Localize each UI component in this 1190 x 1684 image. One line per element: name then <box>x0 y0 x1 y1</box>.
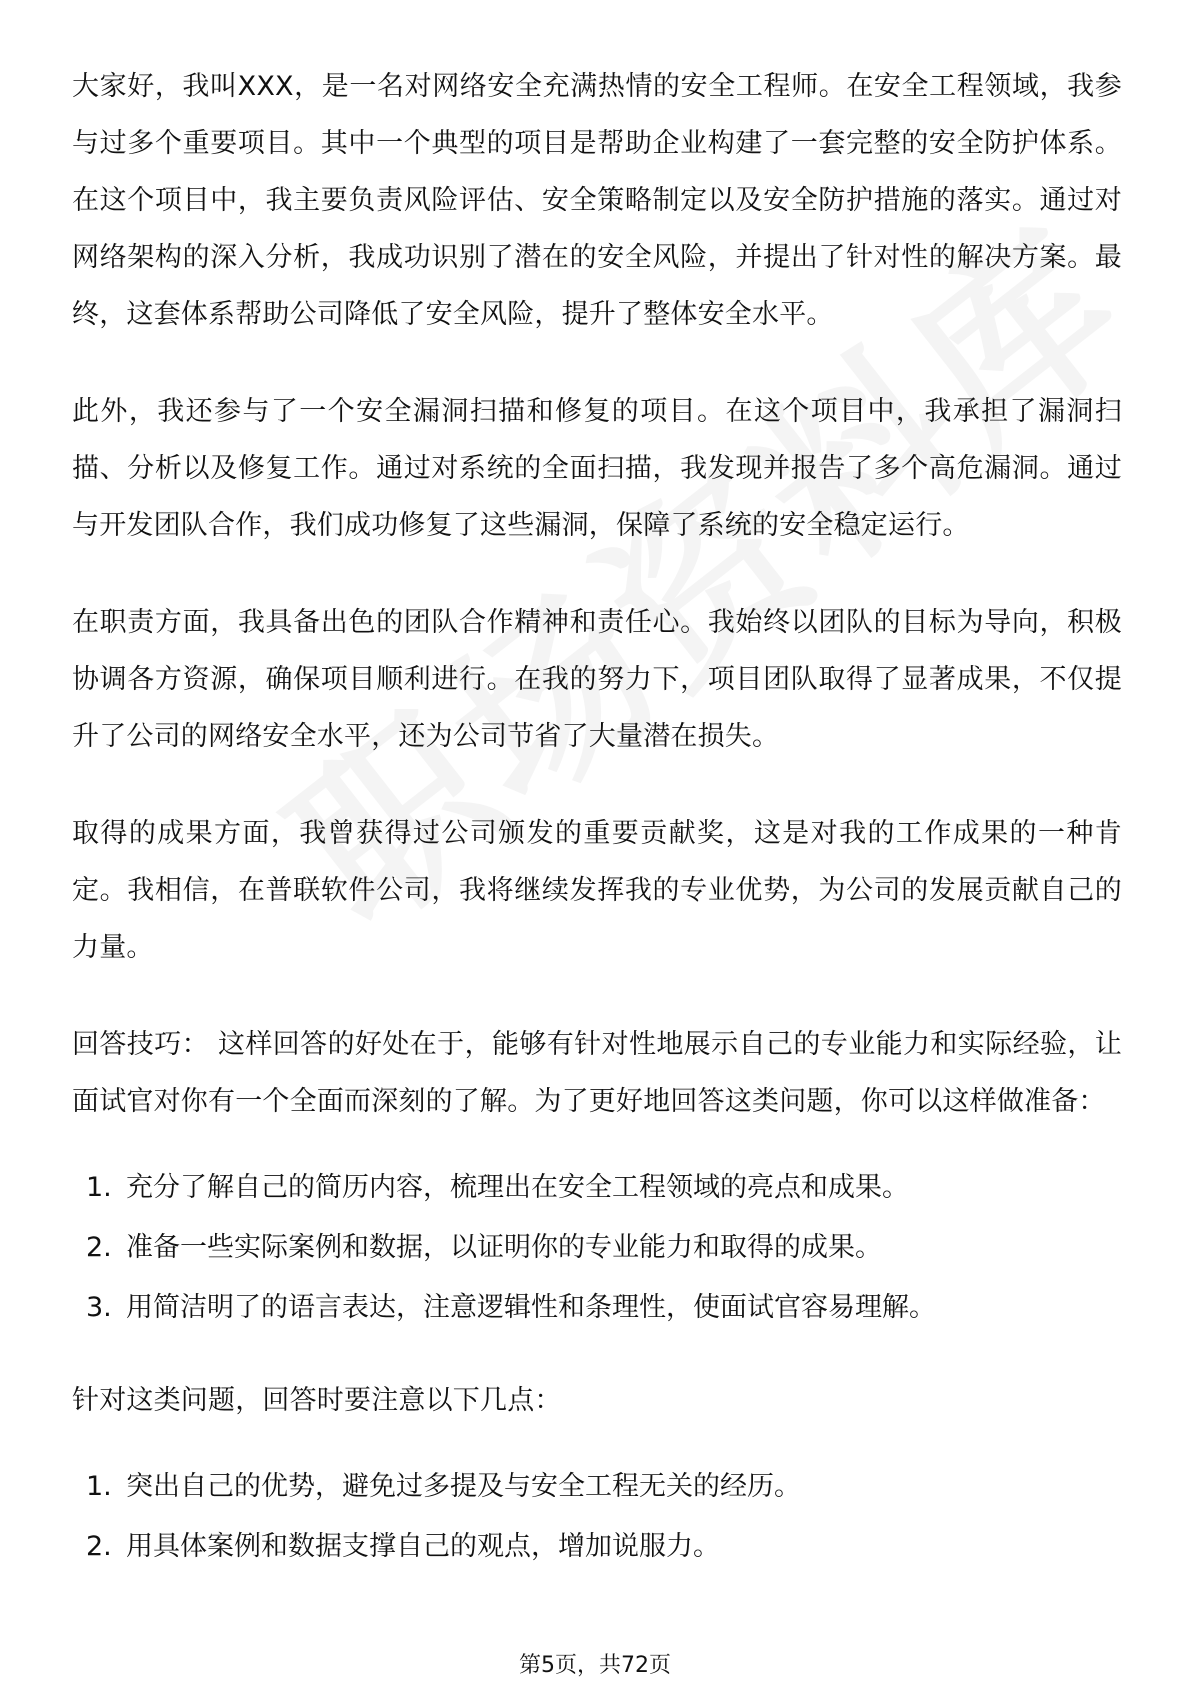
list-text: 用简洁明了的语言表达，注意逻辑性和条理性，使面试官容易理解。 <box>126 1292 936 1323</box>
list-number: 2. <box>86 1531 112 1562</box>
list-text: 用具体案例和数据支撑自己的观点，增加说服力。 <box>126 1531 720 1562</box>
paragraph-answer-tips: 回答技巧： 这样回答的好处在于，能够有针对性地展示自己的专业能力和实际经验，让面试官对你有一个全面而深刻的了解。为了更好地回答这类问题，你可以这样做准备： <box>72 1029 1122 1117</box>
list-item <box>72 1218 1122 1278</box>
list-number: 3. <box>86 1292 112 1323</box>
list-number: 1. <box>86 1172 112 1203</box>
list-text: 充分了解自己的简历内容，梳理出在安全工程领域的亮点和成果。 <box>126 1172 909 1203</box>
paragraph-vuln-project: 此外，我还参与了一个安全漏洞扫描和修复的项目。在这个项目中，我承担了漏洞扫描、分析以及修复工作。通过对系统的全面扫描，我发现并报告了多个高危漏洞。通过与开发团队合作，我们成功修复了这些漏洞，保障了系统的安全稳定运行。 <box>72 396 1122 541</box>
paragraph-intro: 大家好，我叫XXX，是一名对网络安全充满热情的安全工程师。在安全工程领域，我参与过多个重要项目。其中一个典型的项目是帮助企业构建了一套完整的安全防护体系。在这个项目中，我主要负责风险评估、安全策略制定以及安全防护措施的落实。通过对网络架构的深入分析，我成功识别了潜在的安全风险，并提出了针对性的解决方案。最终，这套体系帮助公司降低了安全风险，提升了整体安全水平。 <box>72 71 1122 330</box>
list-number: 2. <box>86 1232 112 1263</box>
list-number: 1. <box>86 1471 112 1502</box>
document-body <box>72 58 1122 1611</box>
page-number-footer: 第5页，共72页 <box>519 1653 671 1678</box>
list-text: 突出自己的优势，避免过多提及与安全工程无关的经历。 <box>126 1471 801 1502</box>
paragraph-achievements: 取得的成果方面，我曾获得过公司颁发的重要贡献奖，这是对我的工作成果的一种肯定。我相信，在普联软件公司，我将继续发挥我的专业优势，为公司的发展贡献自己的力量。 <box>72 818 1122 963</box>
list-item <box>72 1517 1122 1577</box>
list-item <box>72 1278 1122 1338</box>
prep-list <box>72 1158 1122 1338</box>
notes-list <box>72 1457 1122 1577</box>
paragraph-notes-intro: 针对这类问题，回答时要注意以下几点： <box>72 1385 562 1416</box>
paragraph-responsibilities: 在职责方面，我具备出色的团队合作精神和责任心。我始终以团队的目标为导向，积极协调各方资源，确保项目顺利进行。在我的努力下，项目团队取得了显著成果，不仅提升了公司的网络安全水平，还为公司节省了大量潜在损失。 <box>72 607 1122 752</box>
list-item <box>72 1158 1122 1218</box>
list-item <box>72 1457 1122 1517</box>
list-text: 准备一些实际案例和数据，以证明你的专业能力和取得的成果。 <box>126 1232 882 1263</box>
